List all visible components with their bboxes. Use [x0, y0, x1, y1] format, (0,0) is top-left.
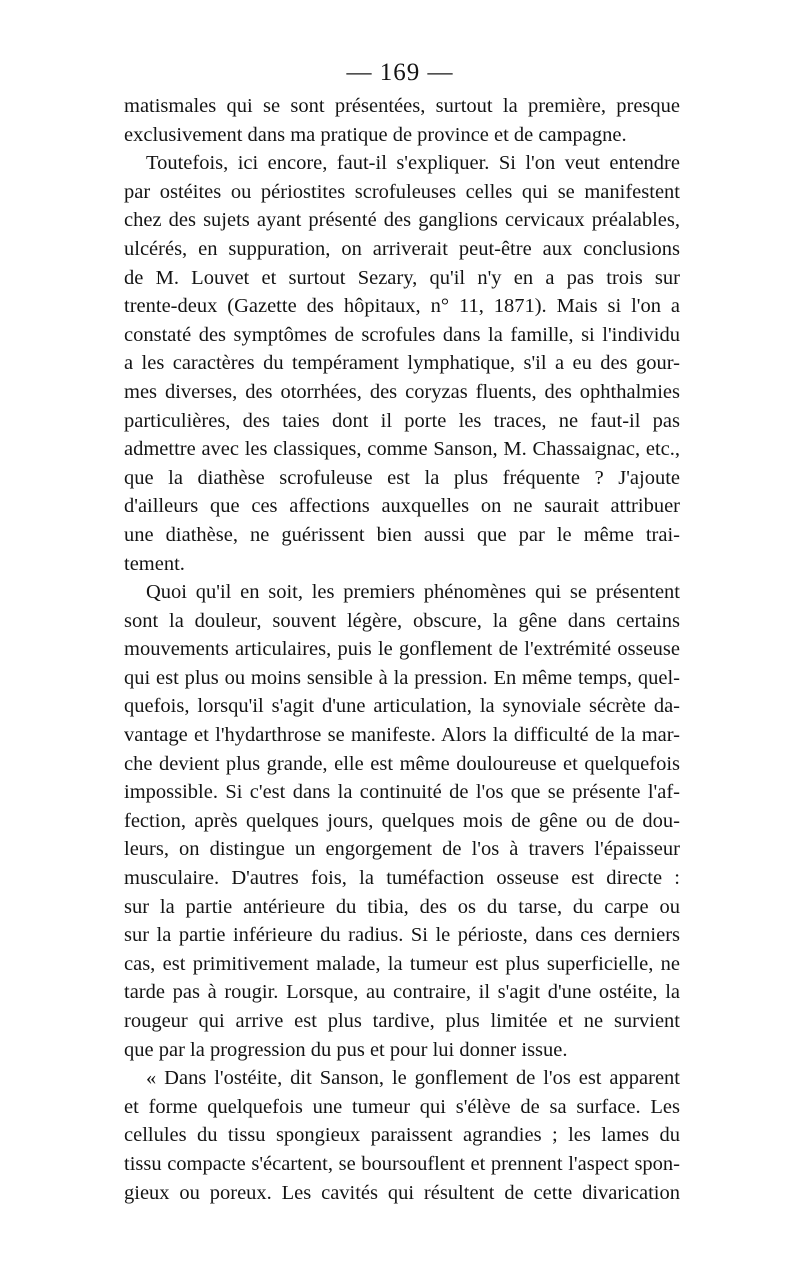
text-line: d'ailleurs que ces affections auxquelles on ne saurait attribuer: [124, 495, 680, 518]
text-line: cellules du tissu spongieux paraissent agrandies ; les lames du: [124, 1124, 680, 1147]
text-line: fection, après quelques jours, quelques mois de gêne ou de dou-: [124, 809, 680, 832]
body-text: [124, 92, 680, 1207]
text-line: admettre avec les classiques, comme Sanson, M. Chassaignac, etc.,: [124, 438, 680, 461]
text-line: leurs, on distingue un engorgement de l'os à travers l'épaisseur: [124, 838, 680, 861]
text-line: Toutefois, ici encore, faut-il s'expliquer. Si l'on veut entendre: [146, 152, 680, 175]
text-line: a les caractères du tempérament lymphatique, s'il a eu des gour-: [124, 352, 680, 375]
text-line: ulcérés, en suppuration, on arriverait peut-être aux conclusions: [124, 237, 680, 260]
text-line: qui est plus ou moins sensible à la pression. En même temps, quel-: [124, 666, 680, 689]
text-line: par ostéites ou périostites scrofuleuses celles qui se manifestent: [124, 180, 680, 203]
text-line: tement.: [124, 552, 185, 575]
text-line: de M. Louvet et surtout Sezary, qu'il n'y en a pas trois sur: [124, 266, 680, 289]
text-line: quefois, lorsqu'il s'agit d'une articulation, la synoviale sécrète da-: [124, 695, 680, 718]
text-line: mes diverses, des otorrhées, des coryzas fluents, des ophthalmies: [124, 380, 680, 403]
text-line: mouvements articulaires, puis le gonflement de l'extrémité osseuse: [124, 638, 680, 661]
text-line: sont la douleur, souvent légère, obscure, la gêne dans certains: [124, 609, 680, 632]
text-line: et forme quelquefois une tumeur qui s'élève de sa surface. Les: [124, 1095, 680, 1118]
text-line: sur la partie antérieure du tibia, des os du tarse, du carpe ou: [124, 895, 680, 918]
text-line: tarde pas à rougir. Lorsque, au contraire, il s'agit d'une ostéite, la: [124, 981, 680, 1004]
text-line: rougeur qui arrive est plus tardive, plus limitée et ne survient: [124, 1010, 680, 1032]
text-line: une diathèse, ne guérissent bien aussi que par le même trai-: [124, 523, 680, 546]
text-line: que la diathèse scrofuleuse est la plus fréquente ? J'ajoute: [124, 466, 680, 489]
text-line: que par la progression du pus et pour lui donner issue.: [124, 1038, 568, 1061]
text-line: exclusivement dans ma pratique de province et de campagne.: [124, 123, 627, 146]
text-line: matismales qui se sont présentées, surtout la première, presque: [124, 95, 680, 117]
text-line: che devient plus grande, elle est même douloureuse et quelquefois: [124, 752, 680, 775]
text-line: gieux ou poreux. Les cavités qui résultent de cette divarication: [124, 1181, 680, 1204]
text-line: constaté des symptômes de scrofules dans la famille, si l'individu: [124, 323, 680, 346]
text-line: trente-deux (Gazette des hôpitaux, n° 11, 1871). Mais si l'on a: [124, 295, 680, 318]
text-line: Quoi qu'il en soit, les premiers phénomènes qui se présentent: [146, 581, 680, 604]
text-line: chez des sujets ayant présenté des ganglions cervicaux préalables,: [124, 209, 680, 232]
text-line: cas, est primitivement malade, la tumeur est plus superficielle, ne: [124, 952, 680, 975]
page-number: — 169 —: [346, 59, 454, 86]
text-line: musculaire. D'autres fois, la tuméfaction osseuse est directe :: [124, 867, 680, 890]
text-line: vantage et l'hydarthrose se manifeste. Alors la difficulté de la mar-: [124, 724, 680, 747]
text-line: sur la partie inférieure du radius. Si le périoste, dans ces derniers: [124, 924, 680, 947]
text-line: impossible. Si c'est dans la continuité de l'os que se présente l'af-: [124, 781, 680, 804]
text-line: « Dans l'ostéite, dit Sanson, le gonflement de l'os est apparent: [146, 1067, 680, 1090]
text-line: tissu compacte s'écartent, se boursouflent et prennent l'aspect spon-: [124, 1152, 680, 1175]
text-line: particulières, des taies dont il porte les traces, ne faut-il pas: [124, 409, 680, 432]
